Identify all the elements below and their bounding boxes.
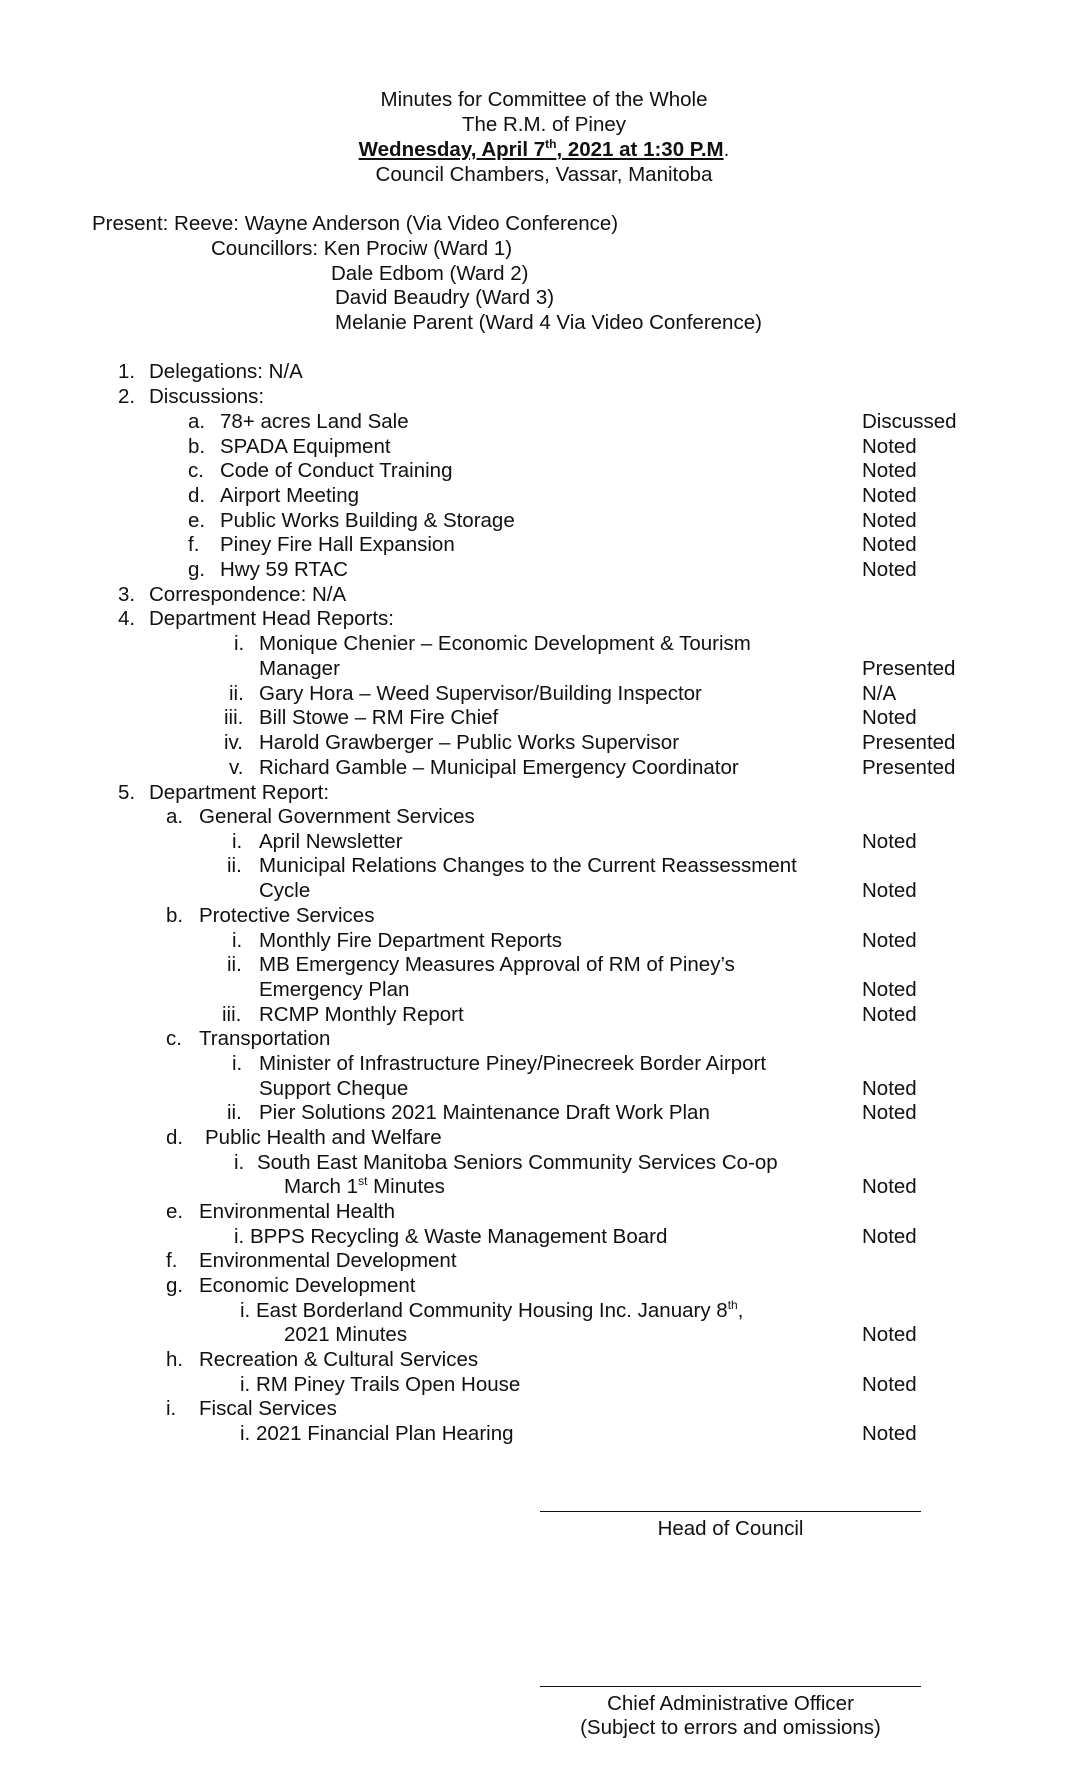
- item-2-discussions: Discussions:: [149, 385, 265, 408]
- sub-item: i. 2021 Financial Plan Hearing: [240, 1422, 514, 1445]
- sub-item: i. BPPS Recycling & Waste Management Board: [234, 1225, 668, 1248]
- sub-item-marker: ii.: [227, 1101, 242, 1124]
- discussion-item: Code of Conduct Training: [220, 459, 453, 482]
- minutes-date: March 1: [284, 1175, 359, 1198]
- sub-item-continued: [284, 1175, 445, 1199]
- sub-item-marker: i.: [232, 929, 243, 952]
- section-title: Transportation: [199, 1027, 331, 1050]
- dept-head-item: Richard Gamble – Municipal Emergency Coordinator: [259, 756, 739, 779]
- sub-item: Municipal Relations Changes to the Current Reassessment: [259, 854, 797, 877]
- item-1-number: 1.: [118, 360, 136, 383]
- section-title: Economic Development: [199, 1274, 416, 1297]
- dept-head-item: Harold Grawberger – Public Works Supervisor: [259, 731, 680, 754]
- sub-item-marker: i.: [232, 830, 243, 853]
- sub-item-marker: ii.: [227, 953, 242, 976]
- discussion-item: Piney Fire Hall Expansion: [220, 533, 455, 556]
- sub-item-status: Noted: [862, 1003, 917, 1026]
- sub-item-marker: i.: [232, 1052, 243, 1075]
- dept-head-marker: iv.: [224, 731, 243, 754]
- sub-item-text: i. East Borderland Community Housing Inc. January 8: [240, 1299, 728, 1322]
- discussion-item: Hwy 59 RTAC: [220, 558, 348, 581]
- dept-head-item: Bill Stowe – RM Fire Chief: [259, 706, 499, 729]
- dept-head-status: Presented: [862, 756, 956, 779]
- sub-item-status: Noted: [862, 1323, 917, 1346]
- sub-item: South East Manitoba Seniors Community Services Co-op: [257, 1151, 778, 1174]
- cao-label: Chief Administrative Officer: [607, 1692, 854, 1715]
- sub-item-marker: iii.: [222, 1003, 242, 1026]
- discussion-item: Public Works Building & Storage: [220, 509, 515, 532]
- discussion-item: 78+ acres Land Sale: [220, 410, 409, 433]
- sub-item-status: Noted: [862, 978, 917, 1001]
- date-time: , 2021 at 1:30 P.M: [556, 138, 724, 161]
- item-3-number: 3.: [118, 583, 136, 606]
- section-title: Protective Services: [199, 904, 375, 927]
- sub-item-status: Noted: [862, 1422, 917, 1445]
- section-marker: f.: [166, 1249, 178, 1272]
- ordinal-suffix: th: [727, 1298, 738, 1312]
- section-title: Public Health and Welfare: [205, 1126, 442, 1149]
- sub-item-continued: Cycle: [259, 879, 311, 902]
- section-title: Environmental Development: [199, 1249, 457, 1272]
- section-marker: c.: [166, 1027, 182, 1050]
- present-councillor-4: Melanie Parent (Ward 4 Via Video Conference): [335, 311, 762, 334]
- discussion-status: Noted: [862, 558, 917, 581]
- section-marker: e.: [166, 1200, 184, 1223]
- discussion-marker: e.: [188, 509, 206, 532]
- item-4-number: 4.: [118, 607, 136, 630]
- head-of-council-label: Head of Council: [657, 1517, 804, 1540]
- doc-title: Minutes for Committee of the Whole: [380, 88, 708, 111]
- discussion-marker: a.: [188, 410, 206, 433]
- dept-head-status: Noted: [862, 706, 917, 729]
- sub-item-status: Noted: [862, 830, 917, 853]
- item-2-number: 2.: [118, 385, 136, 408]
- sub-item-marker: ii.: [227, 854, 242, 877]
- ordinal-suffix: st: [358, 1174, 368, 1188]
- present-councillor-2: Dale Edbom (Ward 2): [331, 262, 529, 285]
- present-councillors: Councillors: Ken Prociw (Ward 1): [211, 237, 513, 260]
- sub-item-continued: Emergency Plan: [259, 978, 410, 1001]
- discussion-status: Noted: [862, 435, 917, 458]
- sub-item-marker: i.: [234, 1151, 245, 1174]
- present-councillor-3: David Beaudry (Ward 3): [335, 286, 555, 309]
- discussion-status: Noted: [862, 509, 917, 532]
- discussion-status: Noted: [862, 533, 917, 556]
- cao-signature-line: [540, 1686, 921, 1687]
- dept-head-status: Presented: [862, 657, 956, 680]
- section-title: Recreation & Cultural Services: [199, 1348, 479, 1371]
- section-marker: a.: [166, 805, 184, 828]
- sub-item: Minister of Infrastructure Piney/Pinecreek Border Airport: [259, 1052, 767, 1075]
- sub-item-status: Noted: [862, 1225, 917, 1248]
- sub-item-status: Noted: [862, 1175, 917, 1198]
- section-marker: h.: [166, 1348, 184, 1371]
- date-suffix-sup: th: [545, 137, 557, 151]
- sub-item-status: Noted: [862, 1373, 917, 1396]
- section-marker: g.: [166, 1274, 184, 1297]
- sub-item-continued: 2021 Minutes: [284, 1323, 408, 1346]
- section-marker: d.: [166, 1126, 184, 1149]
- date-prefix: Wednesday, April 7: [358, 138, 546, 161]
- item-3-correspondence: Correspondence: N/A: [149, 583, 347, 606]
- date-period: .: [723, 138, 730, 161]
- item-5-dept-report: Department Report:: [149, 781, 330, 804]
- meeting-date: [0, 138, 1088, 162]
- present-reeve: Present: Reeve: Wayne Anderson (Via Video Conference): [92, 212, 619, 235]
- sub-item-status: Noted: [862, 879, 917, 902]
- discussion-marker: f.: [188, 533, 200, 556]
- dept-head-status: N/A: [862, 682, 897, 705]
- sub-item-comma: ,: [737, 1299, 744, 1322]
- section-marker: i.: [166, 1397, 177, 1420]
- dept-head-marker: i.: [234, 632, 245, 655]
- dept-head-marker: v.: [229, 756, 244, 779]
- discussion-marker: d.: [188, 484, 206, 507]
- sub-item: [240, 1299, 743, 1323]
- section-title: Environmental Health: [199, 1200, 395, 1223]
- cao-disclaimer: (Subject to errors and omissions): [580, 1716, 881, 1739]
- discussion-status: Discussed: [862, 410, 957, 433]
- meeting-date-text: [359, 138, 724, 161]
- sub-item: Monthly Fire Department Reports: [259, 929, 563, 952]
- discussion-marker: c.: [188, 459, 204, 482]
- dept-head-item-continued: Manager: [259, 657, 340, 680]
- meeting-location: Council Chambers, Vassar, Manitoba: [375, 163, 713, 186]
- head-of-council-signature-line: [540, 1511, 921, 1512]
- sub-item: MB Emergency Measures Approval of RM of Piney’s: [259, 953, 735, 976]
- sub-item-continued: Support Cheque: [259, 1077, 409, 1100]
- discussion-item: Airport Meeting: [220, 484, 360, 507]
- sub-item: i. RM Piney Trails Open House: [240, 1373, 521, 1396]
- discussion-status: Noted: [862, 484, 917, 507]
- sub-item-status: Noted: [862, 1101, 917, 1124]
- dept-head-item: Monique Chenier – Economic Development & Tourism: [259, 632, 751, 655]
- section-title: Fiscal Services: [199, 1397, 337, 1420]
- sub-item: April Newsletter: [259, 830, 403, 853]
- item-1-delegations: Delegations: N/A: [149, 360, 303, 383]
- section-marker: b.: [166, 904, 184, 927]
- section-title: General Government Services: [199, 805, 475, 828]
- dept-head-status: Presented: [862, 731, 956, 754]
- sub-item-status: Noted: [862, 1077, 917, 1100]
- minutes-label: Minutes: [367, 1175, 445, 1198]
- dept-head-item: Gary Hora – Weed Supervisor/Building Inspector: [259, 682, 702, 705]
- discussion-marker: g.: [188, 558, 206, 581]
- item-5-number: 5.: [118, 781, 136, 804]
- discussion-item: SPADA Equipment: [220, 435, 391, 458]
- discussion-marker: b.: [188, 435, 206, 458]
- sub-item: RCMP Monthly Report: [259, 1003, 464, 1026]
- dept-head-marker: iii.: [224, 706, 244, 729]
- sub-item: Pier Solutions 2021 Maintenance Draft Work Plan: [259, 1101, 710, 1124]
- municipality-name: The R.M. of Piney: [461, 113, 627, 136]
- dept-head-marker: ii.: [229, 682, 244, 705]
- discussion-status: Noted: [862, 459, 917, 482]
- sub-item-status: Noted: [862, 929, 917, 952]
- item-4-dept-head-reports: Department Head Reports:: [149, 607, 394, 630]
